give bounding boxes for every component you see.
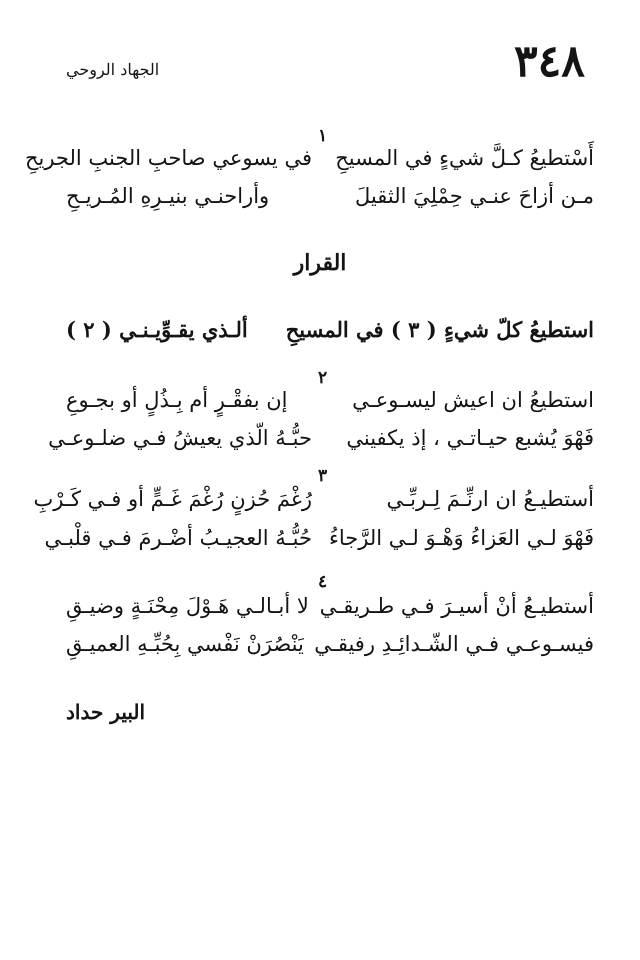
running-head: الجهاد الروحي bbox=[66, 60, 160, 79]
author-name: البير حداد bbox=[66, 700, 146, 724]
verse-line-right: أستطيـعُ أنْ أسيـرَ فـي طـريقـي bbox=[319, 594, 594, 618]
refrain-title: القرار bbox=[293, 250, 347, 276]
verse-line-right: مـن أزاحَ عنـي حِمْلِيَ الثقيلَ bbox=[355, 184, 594, 208]
stanza-number: ٤ bbox=[318, 572, 328, 592]
verse-line-left: في يسوعي صاحبِ الجنبِ الجريحِ bbox=[24, 146, 312, 170]
verse-line-right: فَهْوَ لـي العَزاءُ وَهْـوَ لـي الرَّجاءُ bbox=[328, 526, 594, 550]
stanza-number: ٣ bbox=[318, 466, 328, 486]
verse-line-left: لا أبـالـي هَـوْلَ مِحْنَـةٍ وضيـقِ bbox=[66, 594, 309, 618]
verse-line-left: حبُّـهُ الّذي يعيشُ فـي ضلـوعـي bbox=[48, 426, 312, 450]
stanza-number: ٢ bbox=[318, 368, 328, 388]
page-number: ٣٤٨ bbox=[514, 36, 585, 87]
verse-line-right: فيسـوعـي فـي الشّـدائِـدِ رفيقـي bbox=[314, 632, 594, 656]
refrain-line-right: استطيعُ كلّ شيءٍ ( ٣ ) في المسيحِ bbox=[285, 317, 594, 342]
verse-line-left: حُبُّـهُ العجيـبُ أضْـرمَ فـي قلْبـي bbox=[44, 526, 312, 550]
verse-line-left: رُغْمَ حُزنٍ رُغْمَ غَـمٍّ أو فـي كَـرْبِ bbox=[33, 487, 312, 511]
verse-line-left: يَنْصُرَنْ نَفْسي بِحُبِّـهِ العميـقِ bbox=[66, 632, 304, 656]
verse-line-right: استطيعُ ان اعيش ليسـوعـي bbox=[352, 388, 594, 412]
verse-line-left: وأراحنـي بنيـرِهِ المُـريـحِ bbox=[66, 184, 270, 208]
verse-line-left: إن بفقْـرٍ أم بِـذُلٍ أو بجـوعِ bbox=[66, 388, 288, 412]
verse-line-right: فَهْوَ يُشبع حيـاتـي ، إذ يكفيني bbox=[346, 426, 594, 450]
verse-line-right: أَسْتطيعُ كـلَّ شيءٍ في المسيحِ bbox=[335, 146, 594, 170]
verse-line-right: أستطيـعُ ان ارنِّـمَ لِـربِّـي bbox=[386, 487, 594, 511]
stanza-number: ١ bbox=[318, 126, 328, 146]
refrain-line-left: ألـذي يقـوِّيـنـي ( ٢ ) bbox=[66, 317, 248, 342]
